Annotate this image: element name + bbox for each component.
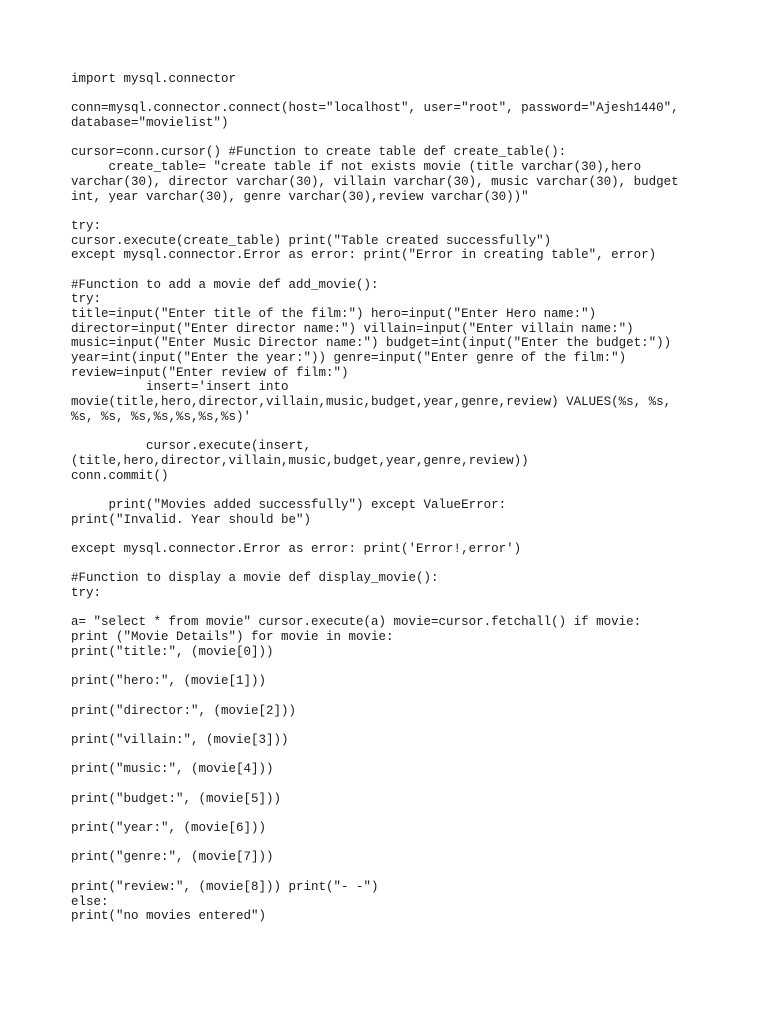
code-line: try: xyxy=(71,586,102,601)
blank-line xyxy=(71,660,711,675)
code-line: database="movielist") xyxy=(71,116,229,131)
code-line: print("title:", (movie[0])) xyxy=(71,644,274,659)
blank-line xyxy=(71,204,711,219)
code-line: conn=mysql.connector.connect(host="localhost", user="root", password="Ajesh1440", xyxy=(71,101,679,116)
code-line: print("villain:", (movie[3])) xyxy=(71,732,289,747)
code-line: director=input("Enter director name:") villain=input("Enter villain name:") xyxy=(71,321,634,336)
blank-line xyxy=(71,557,711,572)
code-line: movie(title,hero,director,villain,music,budget,year,genre,review) VALUES(%s, %s, xyxy=(71,395,672,410)
code-line: cursor=conn.cursor() #Function to create table def create_table(): xyxy=(71,145,567,160)
code-line: cursor.execute(insert, xyxy=(71,439,312,454)
blank-line xyxy=(71,718,711,733)
code-line: year=int(input("Enter the year:")) genre=input("Enter genre of the film:") xyxy=(71,351,627,366)
code-line: conn.commit() xyxy=(71,468,169,483)
code-line: print("Movies added successfully") except ValueError: xyxy=(71,497,507,512)
blank-line xyxy=(71,777,711,792)
code-line: print("review:", (movie[8])) print("- -") xyxy=(71,879,379,894)
blank-line xyxy=(71,87,711,102)
code-line: print("genre:", (movie[7])) xyxy=(71,850,274,865)
blank-line xyxy=(71,527,711,542)
code-line: %s, %s, %s,%s,%s,%s,%s)' xyxy=(71,409,252,424)
code-line: print("Invalid. Year should be") xyxy=(71,512,312,527)
code-line: music=input("Enter Music Director name:") budget=int(input("Enter the budget:")) xyxy=(71,336,672,351)
code-line: varchar(30), director varchar(30), villain varchar(30), music varchar(30), budget xyxy=(71,174,679,189)
code-line: print("budget:", (movie[5])) xyxy=(71,791,282,806)
blank-line xyxy=(71,806,711,821)
code-line: try: xyxy=(71,292,102,307)
code-line: int, year varchar(30), genre varchar(30),review varchar(30))" xyxy=(71,189,529,204)
code-line: insert='insert into xyxy=(71,380,289,395)
code-line: print("no movies entered") xyxy=(71,909,267,924)
code-line: (title,hero,director,villain,music,budget,year,genre,review)) xyxy=(71,453,529,468)
code-line: a= "select * from movie" cursor.execute(a) movie=cursor.fetchall() if movie: xyxy=(71,615,642,630)
code-line: create_table= "create table if not exists movie (title varchar(30),hero xyxy=(71,160,642,175)
blank-line xyxy=(71,131,711,146)
code-line: try: xyxy=(71,218,102,233)
blank-line xyxy=(71,263,711,278)
code-line: import mysql.connector xyxy=(71,72,237,86)
blank-line xyxy=(71,865,711,880)
blank-line xyxy=(71,748,711,763)
code-line: print("year:", (movie[6])) xyxy=(71,821,267,836)
code-line: print("director:", (movie[2])) xyxy=(71,703,297,718)
blank-line xyxy=(71,836,711,851)
blank-line xyxy=(71,483,711,498)
code-line: print("hero:", (movie[1])) xyxy=(71,674,267,689)
code-line: #Function to display a movie def display_movie(): xyxy=(71,571,439,586)
code-line: #Function to add a movie def add_movie(): xyxy=(71,277,379,292)
code-line: title=input("Enter title of the film:") hero=input("Enter Hero name:") xyxy=(71,307,597,321)
code-line: print("music:", (movie[4])) xyxy=(71,762,274,777)
code-line: print ("Movie Details") for movie in movie: xyxy=(71,630,394,645)
code-line: else: xyxy=(71,894,109,909)
code-listing xyxy=(71,72,711,924)
code-line: except mysql.connector.Error as error: print('Error!,error') xyxy=(71,542,522,556)
code-line: cursor.execute(create_table) print("Table created successfully") xyxy=(71,233,552,248)
blank-line xyxy=(71,689,711,704)
code-line: except mysql.connector.Error as error: print("Error in creating table", error) xyxy=(71,248,657,263)
code-line: review=input("Enter review of film:") xyxy=(71,365,349,380)
blank-line xyxy=(71,601,711,616)
blank-line xyxy=(71,425,711,440)
